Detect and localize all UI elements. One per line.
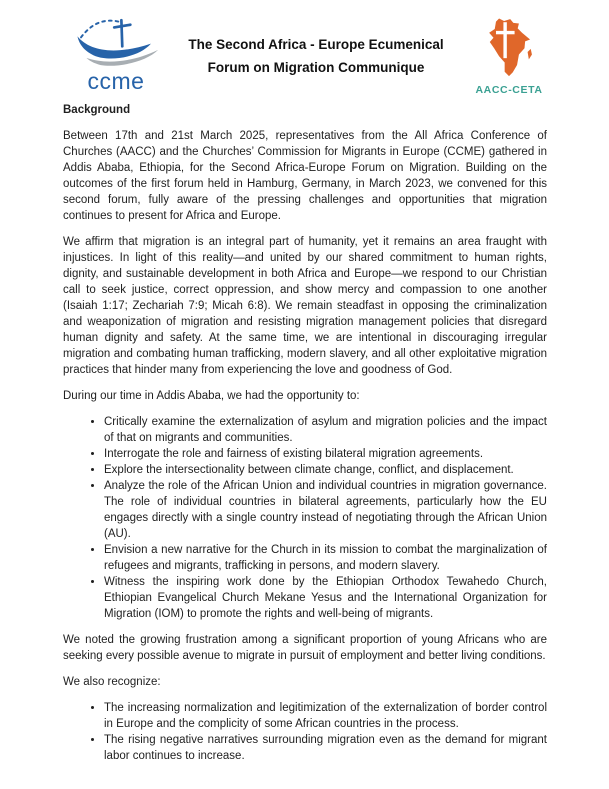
recognize-list-item: • The rising negative narratives surrounding migration even as the demand for migrant labor continues to increase. [104,732,547,764]
opportunity-bullet-list [63,414,547,622]
recognize-list-item: • The increasing normalization and legitimization of the externalization of border control in Europe and the complicity of some African countries in the process. [104,700,547,732]
paragraph-affirmation: We affirm that migration is an integral part of humanity, yet it remains an area fraught with injustices. In light of this reality—and united by our shared commitment to human rights, dignity, and sustainable development in both Africa and Europe—we respond to our Christian call to seek justice, correct oppression, and show mercy and compassion to one another (Isaiah 1:17; Zechariah 7:9; Micah 6:8). We remain steadfast in opposing the criminalization and weaponization of migration and resisting migration management policies that disregard human dignity and safety. At the same time, we are intentional in discouraging irregular migration and combating human trafficking, modern slavery, and all other exploitative migration practices that hinder many from experiencing the love and goodness of God. [63,236,547,376]
document-body [63,102,547,764]
opportunity-list-item: • Explore the intersectionality between climate change, conflict, and displacement. [104,462,547,478]
opportunity-list-item: • Critically examine the externalization of asylum and migration policies and the impact of that on migrants and communities. [104,414,547,446]
ccme-logo [57,14,175,93]
document-title-line2: Forum on Migration Communique [207,60,425,75]
section-heading-background: Background [63,104,131,116]
ccme-logo-label: ccme [87,68,145,94]
paragraph-forum-background: Between 17th and 21st March 2025, representatives from the All Africa Conference of Churches (AACC) and the Churches’ Commission for Migrants in Europe (CCME) gathered in Addis Ababa, Ethiopia, for the Second Africa-Europe Forum on Migration. Building on the outcomes of the first forum held in Hamburg, Germany, in March 2023, we convened for this second forum, fully aware of the pressing challenges and opportunities that migration continues to present for Africa and Europe. [63,130,547,222]
paragraph-recognize-intro: We also recognize: [63,676,161,688]
document-header [57,14,561,96]
opportunity-list-item: • Witness the inspiring work done by the Ethiopian Orthodox Tewahedo Church, Ethiopian Evangelical Church Mekane Yesus and the International Organization for Migration (IOM) to promote the rights and well-being of migrants. [104,574,547,622]
africa-cross-icon [478,16,540,83]
opportunity-list-item: • Envision a new narrative for the Church in its mission to combat the marginalization of refugees and migrants, trafficking in persons, and modern slavery. [104,542,547,574]
paragraph-opportunity-intro: During our time in Addis Ababa, we had the opportunity to: [63,390,360,402]
ccme-boat-cross-icon [66,14,166,71]
opportunity-list-item: • Analyze the role of the African Union and individual countries in migration governance. The role of individual countries in bilateral agreements, particularly how the EU engages directly with a single country instead of negotiating through the African Union (AU). [104,478,547,542]
document-title [188,14,443,79]
paragraph-youth-frustration: We noted the growing frustration among a significant proportion of young Africans who are seeking every possible avenue to migrate in pursuit of employment and better living conditions. [63,634,547,662]
aacc-ceta-logo [457,14,561,96]
document-title-line1: The Second Africa - Europe Ecumenical [188,37,444,52]
recognize-bullet-list [63,700,547,764]
opportunity-list-item: • Interrogate the role and fairness of existing bilateral migration agreements. [104,446,547,462]
aacc-ceta-logo-label: AACC-CETA [475,84,543,96]
